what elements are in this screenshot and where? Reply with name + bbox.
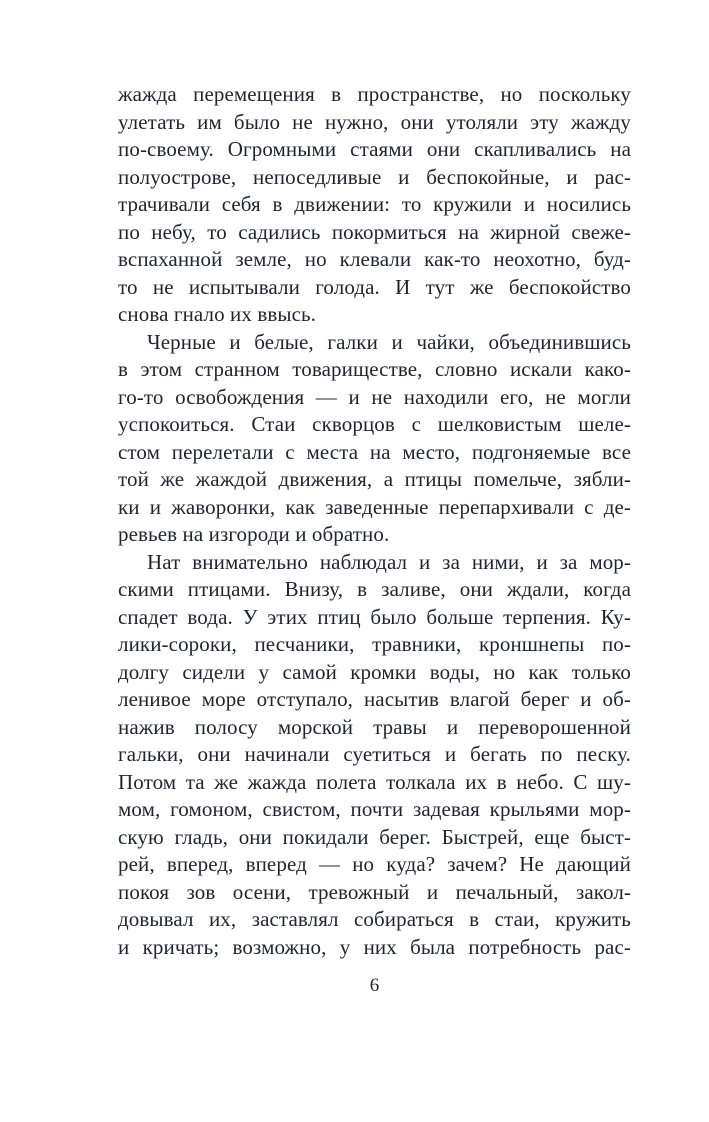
- text-line: гальки, они начинали суетиться и бегать по песку.: [118, 742, 631, 766]
- page-text-block: [118, 81, 631, 961]
- text-line: Потом та же жажда полета толкала их в небо. С шу-: [118, 769, 631, 794]
- paragraph: [118, 81, 631, 329]
- text-line: стом перелетали с места на место, подгоняемые все: [118, 439, 631, 464]
- text-line: жажда перемещения в пространстве, но поскольку: [118, 82, 631, 106]
- text-line: го-то освобождения — и не находили его, не могли: [118, 384, 631, 409]
- text-line: вспаханной земле, но клевали как-то неохотно, буд-: [118, 247, 631, 271]
- text-line: скими птицами. Внизу, в заливе, они ждали, когда: [118, 577, 631, 601]
- text-line: рей, вперед, вперед — но куда? зачем? Не дающий: [118, 852, 631, 876]
- text-line: ленивое море отступало, насытив влагой берег и об-: [118, 687, 631, 711]
- text-line: по небу, то садились покормиться на жирной свеже-: [118, 219, 631, 244]
- text-line: по-своему. Огромными стаями они скапливались на: [118, 137, 631, 161]
- paragraph: [118, 329, 631, 549]
- text-line: трачивали себя в движении: то кружили и носились: [118, 192, 631, 216]
- text-line: мом, гомоном, свистом, почти задевая крыльями мор-: [118, 797, 631, 821]
- text-line: той же жаждой движения, а птицы помельче, зябли-: [118, 467, 631, 491]
- text-line: Нат внимательно наблюдал и за ними, и за мор-: [147, 549, 631, 574]
- page-number: 6: [369, 975, 380, 996]
- text-line: и кричать; возможно, у них была потребность рас-: [118, 934, 631, 959]
- text-line: ки и жаворонки, как заведенные перепархивали с де-: [118, 494, 631, 519]
- text-line: снова гнало их ввысь.: [118, 302, 317, 326]
- text-line: покоя зов осени, тревожный и печальный, закол-: [118, 879, 631, 904]
- text-line: спадет вода. У этих птиц было больше терпения. Ку-: [118, 604, 631, 629]
- text-line: улетать им было не нужно, они утоляли эту жажду: [118, 109, 631, 134]
- text-line: долгу сидели у самой кромки воды, но как только: [118, 659, 631, 684]
- text-line: полуострове, непоседливые и беспокойные, и рас-: [118, 164, 631, 189]
- text-line: успокоиться. Стаи скворцов с шелковистым шеле-: [118, 412, 631, 436]
- text-line: Черные и белые, галки и чайки, объединившись: [147, 329, 631, 354]
- text-line: в этом странном товариществе, словно искали како-: [118, 357, 631, 381]
- text-line: довывал их, заставлял собираться в стаи, кружить: [118, 907, 631, 931]
- text-line: лики-сороки, песчаники, травники, кроншнепы по-: [118, 632, 631, 656]
- text-line: то не испытывали голода. И тут же беспокойство: [118, 274, 631, 299]
- text-line: ревьев на изгороди и обратно.: [118, 522, 390, 546]
- paragraph: [118, 549, 631, 962]
- text-line: скую гладь, они покидали берег. Быстрей, еще быст-: [118, 824, 631, 849]
- text-line: нажив полосу морской травы и переворошенной: [118, 714, 631, 739]
